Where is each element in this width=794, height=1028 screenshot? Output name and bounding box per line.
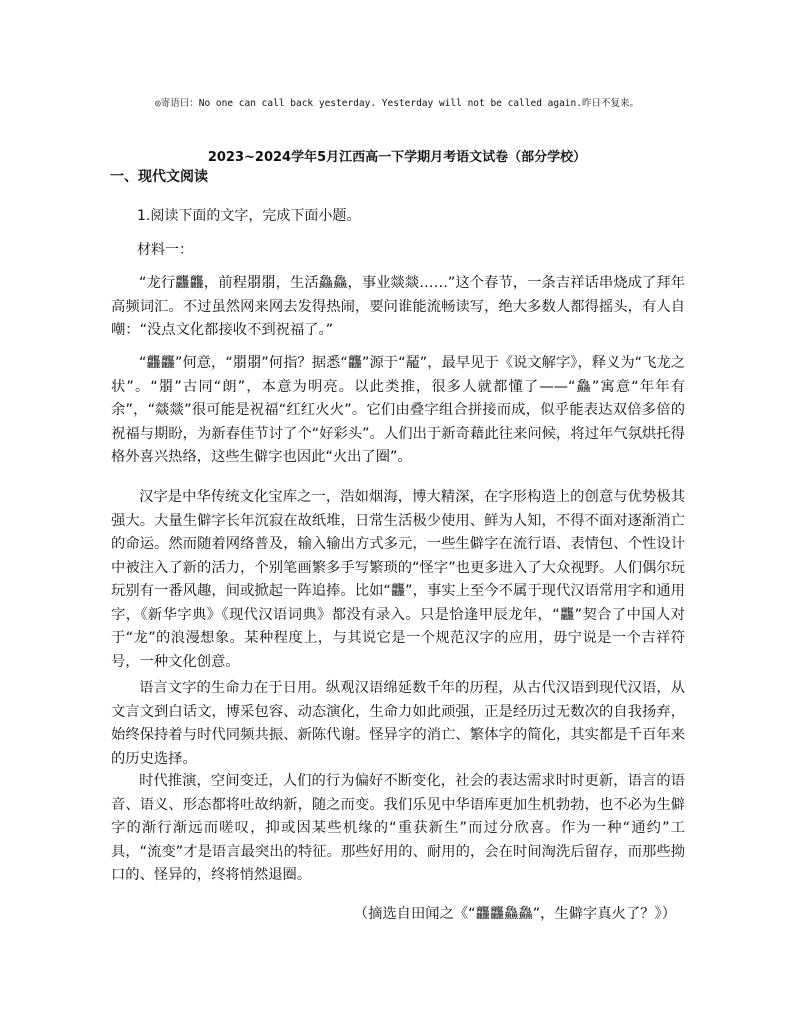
material-label: 材料一：: [137, 242, 193, 258]
section-heading: 一、现代文阅读: [110, 169, 208, 185]
passage-source: （摘选自田闻之《“龘龘鱻鱻”，生僻字真火了？》）: [353, 906, 676, 922]
exam-title: 2023~2024学年5月江西高一下学期月考语文试卷（部分学校）: [207, 150, 587, 165]
passage-paragraph: “龘龘”何意，“朤朤”何指？据悉“龘”源于“䶬”，最早见于《说文解字》，释义为“飞龙之状”。“朤”古同“朗”，本意为明亮。以此类推，很多人就都懂了——“鱻”寓意“年年有余”，“燚燚”很可能是祝福“红红火火”。它们由叠字组合拼接而成，似乎能表达双倍多倍的祝福与期盼，为新春佳节讨了个“好彩头”。人们出于新奇藉此往来问候，将过年气氛烘托得格外喜兴热络，这些生僻字也因此“火出了圈”。: [111, 355, 685, 465]
passage-paragraph: 语言文字的生命力在于日用。纵观汉语绵延数千年的历程，从古代汉语到现代汉语，从文言文到白话文，博采包容、动态演化，生命力如此顽强，正是经历过无数次的自我扬弃，始终保持着与时代同频共振、新陈代谢。怪异字的消亡、繁体字的简化，其实都是千百年来的历史选择。: [111, 680, 685, 767]
passage-paragraph: 汉字是中华传统文化宝库之一，浩如烟海，博大精深，在字形构造上的创意与优势极其强大。大量生僻字长年沉寂在故纸堆，日常生活极少使用、鲜为人知，不得不面对逐渐消亡的命运。然而随着网络普及，输入输出方式多元，一些生僻字在流行语、表情包、个性设计中被注入了新的活力，个别笔画繁多手写繁琐的“怪字”也更多进入了大众视野。人们偶尔玩玩别有一番风趣，间或掀起一阵追捧。比如“龘”，事实上至今不属于现代汉语常用字和通用字，《新华字典》《现代汉语词典》都没有录入。只是恰逢甲辰龙年，“龘”契合了中国人对于“龙”的浪漫想象。某种程度上，与其说它是一个规范汉字的应用，毋宁说是一个吉祥符号，一种文化创意。: [111, 489, 685, 670]
passage-paragraph: 时代推演，空间变迁，人们的行为偏好不断变化，社会的表达需求时时更新，语言的语音、语义、形态都将吐故纳新，随之而变。我们乐见中华语库更加生机勃勃，也不必为生僻字的渐行渐远而嗟叹，抑或因某些机缘的“重获新生”而过分欣喜。作为一种“通约”工具，“流变”才是语言最突出的特征。那些好用的、耐用的，会在时间淘洗后留存，而那些拗口的、怪异的，终将悄然退圈。: [111, 773, 685, 883]
passage-paragraph: “龙行龘龘，前程朤朤，生活鱻鱻，事业燚燚……”这个春节，一条吉祥话串烧成了拜年高频词汇。不过虽然网来网去发得热闹，要问谁能流畅读写，绝大多数人都得摇头，有人自嘲：“没点文化都接收不到祝福了。”: [111, 275, 685, 338]
question-instruction: 1.阅读下面的文字，完成下面小题。: [137, 208, 361, 224]
header-proverb: ◎寄语曰：No one can call back yesterday. Yesterday will not be called again.昨日不复来。: [155, 98, 639, 109]
